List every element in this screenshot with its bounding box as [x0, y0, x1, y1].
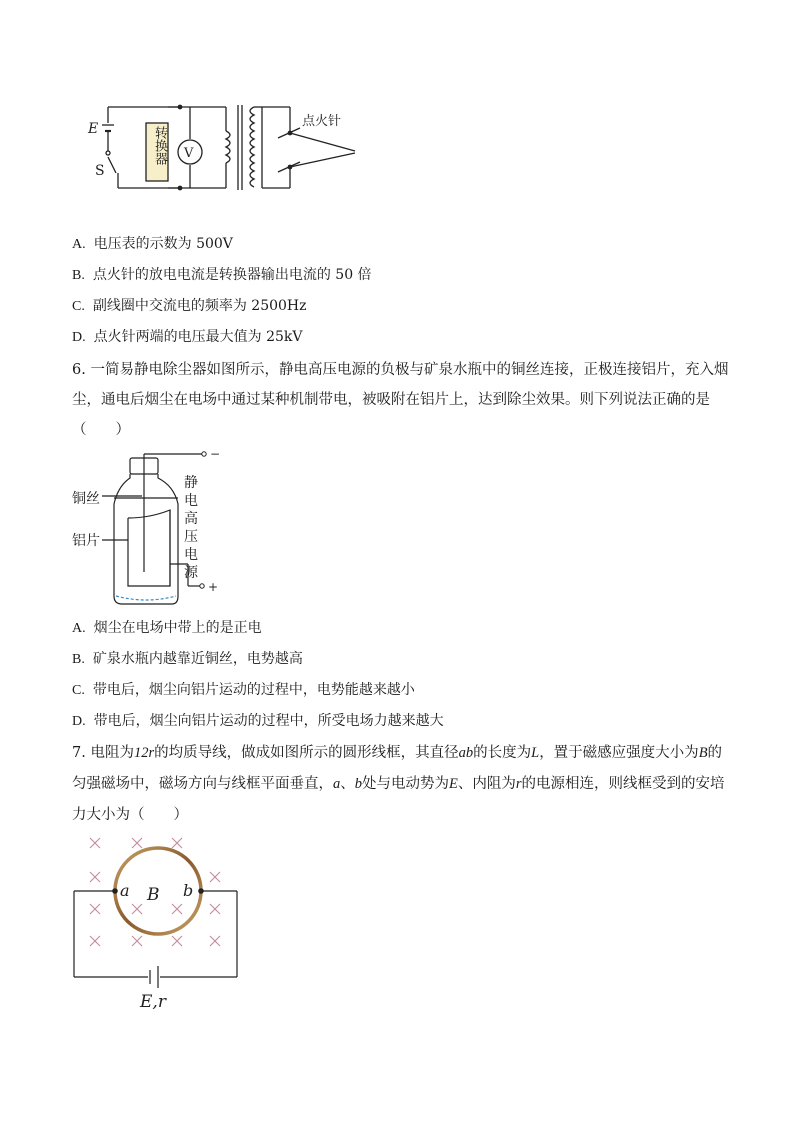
q7-stem-line3: 力大小为（ ） — [72, 807, 188, 823]
voltmeter-label: V — [184, 146, 194, 161]
q5-option-a[interactable]: A. 电压表的示数为 500V — [72, 236, 233, 252]
switch-label: S — [95, 163, 105, 179]
q6-stem-line3: （ ） — [72, 422, 130, 438]
field-B-label: B — [147, 885, 160, 905]
minus-terminal: − — [210, 447, 221, 461]
q6-stem-line1: 6. 一简易静电除尘器如图所示，静电高压电源的负极与矿泉水瓶中的铜丝连接，正极连接铝片，充入烟 — [72, 362, 729, 378]
hv-source-label: 静电高压电源 — [184, 475, 198, 581]
q5-option-d[interactable]: D. 点火针两端的电压最大值为 25kV — [72, 329, 303, 345]
q5-circuit-diagram — [80, 95, 370, 200]
igniter-label: 点火针 — [302, 114, 342, 129]
q6-option-b[interactable]: B. 矿泉水瓶内越靠近铜丝，电势越高 — [72, 651, 303, 667]
q6-option-d[interactable]: D. 带电后，烟尘向铝片运动的过程中，所受电场力越来越大 — [72, 713, 444, 729]
point-b-label: b — [183, 881, 194, 900]
point-a-label: a — [120, 881, 130, 900]
q5-option-c[interactable]: C. 副线圈中交流电的频率为 2500Hz — [72, 298, 307, 314]
battery-label: E — [88, 121, 99, 137]
q7-loop-diagram — [70, 830, 250, 1015]
converter-label: 转换器 — [152, 126, 167, 165]
plus-terminal: + — [208, 580, 219, 594]
q7-stem-line1: 7. 电阻为12r的均质导线，做成如图所示的圆形线框，其直径ab的长度为L，置于磁感应强度大小为B的 — [72, 745, 723, 761]
q6-option-c[interactable]: C. 带电后，烟尘向铝片运动的过程中，电势能越来越小 — [72, 682, 415, 698]
q7-stem-line2: 匀强磁场中，磁场方向与线框平面垂直，a、b处与电动势为E、内阻为r的电源相连，则线框受到的安培 — [72, 776, 725, 792]
q5-option-b[interactable]: B. 点火针的放电电流是转换器输出电流的 50 倍 — [72, 267, 372, 283]
copper-wire-label: 铜丝 — [72, 491, 100, 507]
q6-option-a[interactable]: A. 烟尘在电场中带上的是正电 — [72, 620, 262, 636]
q6-stem-line2: 尘，通电后烟尘在电场中通过某种机制带电，被吸附在铝片上，达到除尘效果。则下列说法正确的是 — [72, 392, 710, 408]
source-label: E,r — [140, 992, 166, 1012]
aluminum-sheet-label: 铝片 — [72, 533, 100, 549]
